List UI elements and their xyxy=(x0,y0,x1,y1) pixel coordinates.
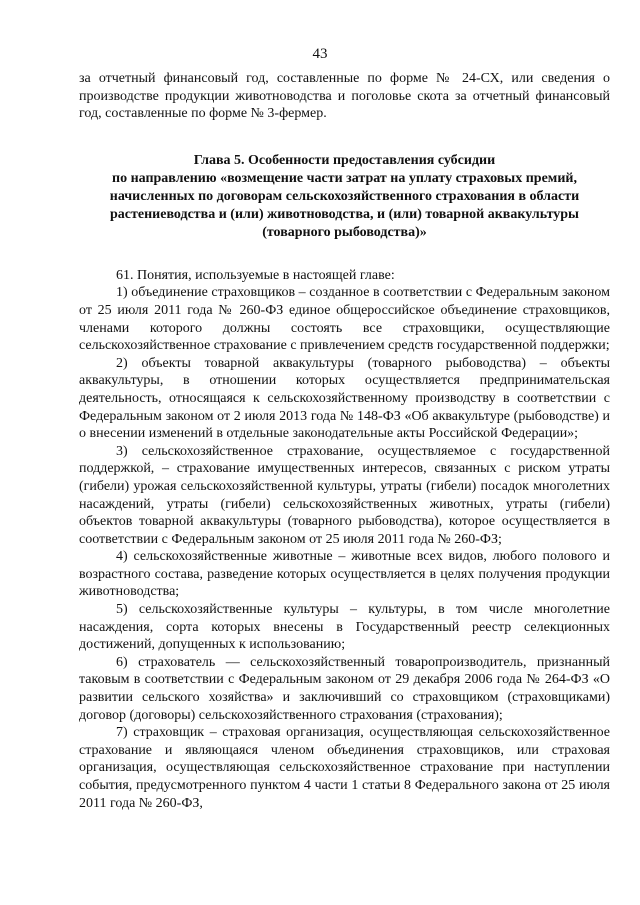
chapter-heading-line: растениеводства и (или) животноводства, и (или) товарной аквакультуры xyxy=(110,206,579,222)
definition-item-4: 4) сельскохозяйственные животные – животные всех видов, любого полового и возрастного состава, разведение которых осуществляется в целях получения продукции животноводства; xyxy=(79,549,610,600)
page-content xyxy=(79,70,610,812)
chapter-heading-line: (товарного рыбоводства)» xyxy=(262,224,427,240)
page-number: 43 xyxy=(312,46,328,62)
definition-item-5: 5) сельскохозяйственные культуры – культуры, в том числе многолетние насаждения, сорта которых внесены в Государственный реестр селекционных достижений, допущенных к использованию; xyxy=(79,602,610,653)
chapter-heading xyxy=(79,152,610,242)
chapter-heading-line: по направлению «возмещение части затрат на уплату страховых премий, xyxy=(112,170,577,186)
definition-item-7: 7) страховщик – страховая организация, осуществляющая сельскохозяйственное страхование и являющаяся членом объединения страховщиков, или страховая организация, осуществляющая сельскохозяйственное страхование при наступлении события, предусмотренного пунктом 4 части 1 статьи 8 Федерального закона от 25 июля 2011 года № 260-ФЗ, xyxy=(79,725,610,811)
intro-paragraph: за отчетный финансовый год, составленные по форме № 24-СХ, или сведения о производстве продукции животноводства и поголовье скота за отчетный финансовый год, составленные по форме № 3-фермер. xyxy=(79,71,610,122)
section-61-intro: 61. Понятия, используемые в настоящей главе: xyxy=(116,267,395,283)
definition-item-3: 3) сельскохозяйственное страхование, осуществляемое с государственной поддержкой, – страхование имущественных интересов, связанных с риском утраты (гибели) урожая сельскохозяйственной культуры, утраты (гибели) посадок многолетних насаждений, утраты (гибели) сельскохозяйственных животных, утраты (гибели) объектов товарной аквакультуры (товарного рыбоводства), которое осуществляется в соответствии с Федеральным законом от 25 июля 2011 года № 260-ФЗ; xyxy=(79,443,610,547)
definition-item-1: 1) объединение страховщиков – созданное в соответствии с Федеральным законом от 25 июля 2011 года № 260-ФЗ единое общероссийское объединение страховщиков, членами которого должны состоять все страховщики, осуществляющие сельскохозяйственное страхование с привлечением средств государственной поддержки; xyxy=(79,285,610,354)
definition-item-2: 2) объекты товарной аквакультуры (товарного рыбоводства) – объекты аквакультуры, в отношении которых осуществляется предпринимательская деятельность, относящаяся к сельскохозяйственному производству в соответствии с Федеральным законом от 2 июля 2013 года № 148-ФЗ «Об аквакультуре (рыбоводстве) и о внесении изменений в отдельные законодательные акты Российской Федерации»; xyxy=(79,355,610,442)
chapter-heading-line: начисленных по договорам сельскохозяйственного страхования в области xyxy=(109,188,580,204)
chapter-heading-line: Глава 5. Особенности предоставления субсидии xyxy=(193,152,496,168)
definition-item-6: 6) страхователь — сельскохозяйственный товаропроизводитель, признанный таковым в соответствии с Федеральным законом от 29 декабря 2006 года № 264-ФЗ «О развитии сельского хозяйства» и заключивший со страховщиком (страховщиками) договор (договоры) сельскохозяйственного страхования (страхования); xyxy=(79,654,610,723)
